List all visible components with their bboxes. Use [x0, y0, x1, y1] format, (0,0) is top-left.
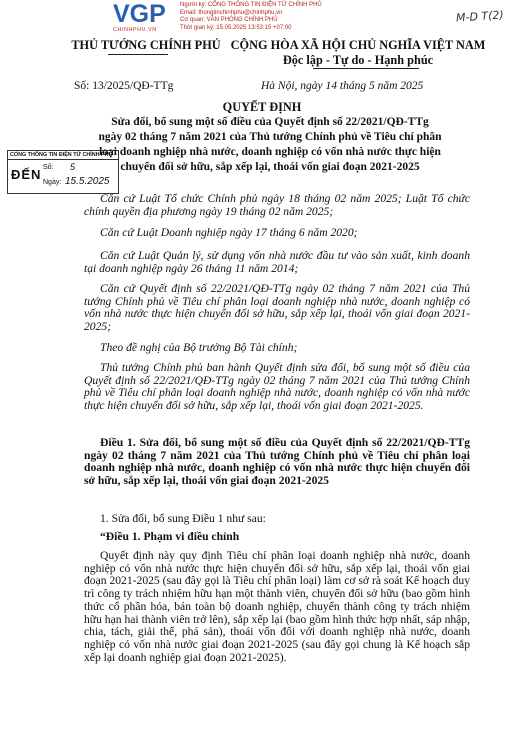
- quoted-body: Quyết định này quy định Tiêu chí phân loại doanh nghiệp nhà nước, doanh nghiệp có vốn nhà nước thực hiện chuyển đổi sở hữu, sắp xếp lại, thoái vốn giai đoạn 2021-2025 (sau đây gọi là Tiêu chí phân loại) làm cơ sở rà soát Kế hoạch duy trì công ty trách nhiệm hữu hạn một thành viên, chuyển đổi sở hữu (bao gồm hình thức cổ phần hóa, bán toàn bộ doanh nghiệp, chuyển thành công ty trách nhiệm hữu hạn hai thành viên trở lên), sắp xếp lại (bao gồm hình thức hợp nhất, sáp nhập, chia, tách, giải thể, phá sản), thoái vốn đối với doanh nghiệp nhà nước, doanh nghiệp có vốn nhà nước giai đoạn 2021-2025 (sau đây gọi chung là Kế hoạch sắp xếp lại doanh nghiệp giai đoạn 2021-2025).: [84, 549, 470, 664]
- basis-paragraph: Căn cứ Luật Doanh nghiệp ngày 17 tháng 6 năm 2020;: [100, 226, 358, 239]
- logo-text: VGP: [113, 0, 166, 28]
- national-motto: Độc lập - Tự do - Hạnh phúc: [282, 53, 434, 67]
- basis-paragraph: Thủ tướng Chính phủ ban hành Quyết định sửa đổi, bổ sung một số điều của Quyết định số 22/2021/QĐ-TTg ngày 02 tháng 7 năm 2021 của Thủ tướng Chính phủ về Tiêu chí phân loại doanh nghiệp nhà nước, doanh nghiệp có vốn nhà nước thực hiện chuyển đổi sở hữu, sắp xếp lại, thoái vốn giai đoạn 2021-2025.: [84, 361, 470, 413]
- legal-bases: [84, 250, 470, 275]
- legal-bases: [84, 227, 470, 240]
- motto-underline: [313, 68, 419, 69]
- subject-line: chuyển đổi sở hữu, sắp xếp lại, thoái vốn giai đoạn 2021-2025: [120, 161, 420, 173]
- basis-paragraph: Căn cứ Quyết định số 22/2021/QĐ-TTg ngày 02 tháng 7 năm 2021 của Thủ tướng Chính phủ về Tiêu chí phân loại doanh nghiệp nhà nước, doanh nghiệp có vốn nhà nước thực hiện chuyển đổi sở hữu, sắp xếp lại, thoái vốn giai đoạn 2021-2025;: [84, 282, 470, 334]
- document-number: Số: 13/2025/QĐ-TTg: [74, 80, 174, 92]
- stamp-number-label: Số:: [43, 164, 54, 171]
- basis-paragraph: Căn cứ Luật Tổ chức Chính phủ ngày 18 tháng 02 năm 2025; Luật Tổ chức chính quyền địa phương ngày 19 tháng 02 năm 2025;: [84, 192, 470, 218]
- document-subject: [76, 115, 464, 175]
- subject-line: ngày 02 tháng 7 năm 2021 của Thủ tướng Chính phủ về Tiêu chí phân: [98, 131, 442, 143]
- incoming-stamp: [7, 150, 119, 194]
- stamp-date-label: Ngày:: [43, 179, 62, 186]
- signer-email: Email: thongtinchinhphu@chinhphu.vn: [180, 9, 283, 16]
- basis-paragraph: Căn cứ Luật Quản lý, sử dụng vốn nhà nước đầu tư vào sản xuất, kinh doanh tại doanh nghiệp ngày 26 tháng 11 năm 2014;: [84, 249, 470, 275]
- digital-signature-info: [180, 2, 322, 32]
- quoted-article: [84, 531, 470, 544]
- signer-agency: Cơ quan: VĂN PHÒNG CHÍNH PHỦ: [180, 17, 278, 24]
- signer-line: Người ký: CỔNG THÔNG TIN ĐIỆN TỬ CHÍNH PHỦ: [180, 2, 322, 8]
- article-1-item: [84, 513, 470, 526]
- legal-bases: [84, 342, 470, 355]
- quoted-article-body: [84, 550, 470, 664]
- place-and-date: Hà Nội, ngày 14 tháng 5 năm 2025: [261, 80, 424, 92]
- legal-bases: [84, 283, 470, 334]
- legal-bases: [84, 193, 470, 218]
- country-name: CỘNG HÒA XÃ HỘI CHỦ NGHĨA VIỆT NAM: [230, 38, 486, 52]
- stamp-org: CỔNG THÔNG TIN ĐIỆN TỬ CHÍNH PHỦ: [8, 151, 118, 160]
- logo-subtext: CHINHPHU.VN: [113, 27, 157, 33]
- document-type: QUYẾT ĐỊNH: [222, 100, 302, 114]
- issuing-agency: THỦ TƯỚNG CHÍNH PHỦ: [71, 38, 221, 52]
- national-title: [228, 38, 488, 68]
- legal-bases: [84, 362, 470, 413]
- signer-time: Thời gian ký: 15.05.2025 13:53:15 +07:00: [180, 24, 292, 31]
- quoted-heading: “Điều 1. Phạm vi điều chỉnh: [100, 530, 240, 543]
- stamp-date-value: 15.5.2025: [65, 176, 110, 187]
- article-heading: Điều 1. Sửa đổi, bổ sung một số điều của Quyết định số 22/2021/QĐ-TTg ngày 02 tháng 7 năm 2021 của Thủ tướng Chính phủ về Tiêu chí phân loại doanh nghiệp nhà nước, doanh nghiệp có vốn nhà nước thực hiện chuyển đổi sở hữu, sắp xếp lại, thoái vốn giai đoạn 2021-2025: [84, 436, 470, 488]
- article-item: 1. Sửa đổi, bổ sung Điều 1 như sau:: [100, 512, 266, 525]
- article-1: [84, 437, 470, 488]
- basis-paragraph: Theo đề nghị của Bộ trưởng Bộ Tài chính;: [100, 341, 298, 354]
- subject-line: loại doanh nghiệp nhà nước, doanh nghiệp có vốn nhà nước thực hiện: [99, 146, 441, 158]
- stamp-den: ĐẾN: [11, 167, 42, 182]
- stamp-number-value: 5: [70, 162, 76, 172]
- agency-underline: [108, 54, 168, 55]
- handwritten-note: M-D T(2): [455, 8, 505, 25]
- subject-line: Sửa đổi, bổ sung một số điều của Quyết định số 22/2021/QĐ-TTg: [111, 116, 429, 128]
